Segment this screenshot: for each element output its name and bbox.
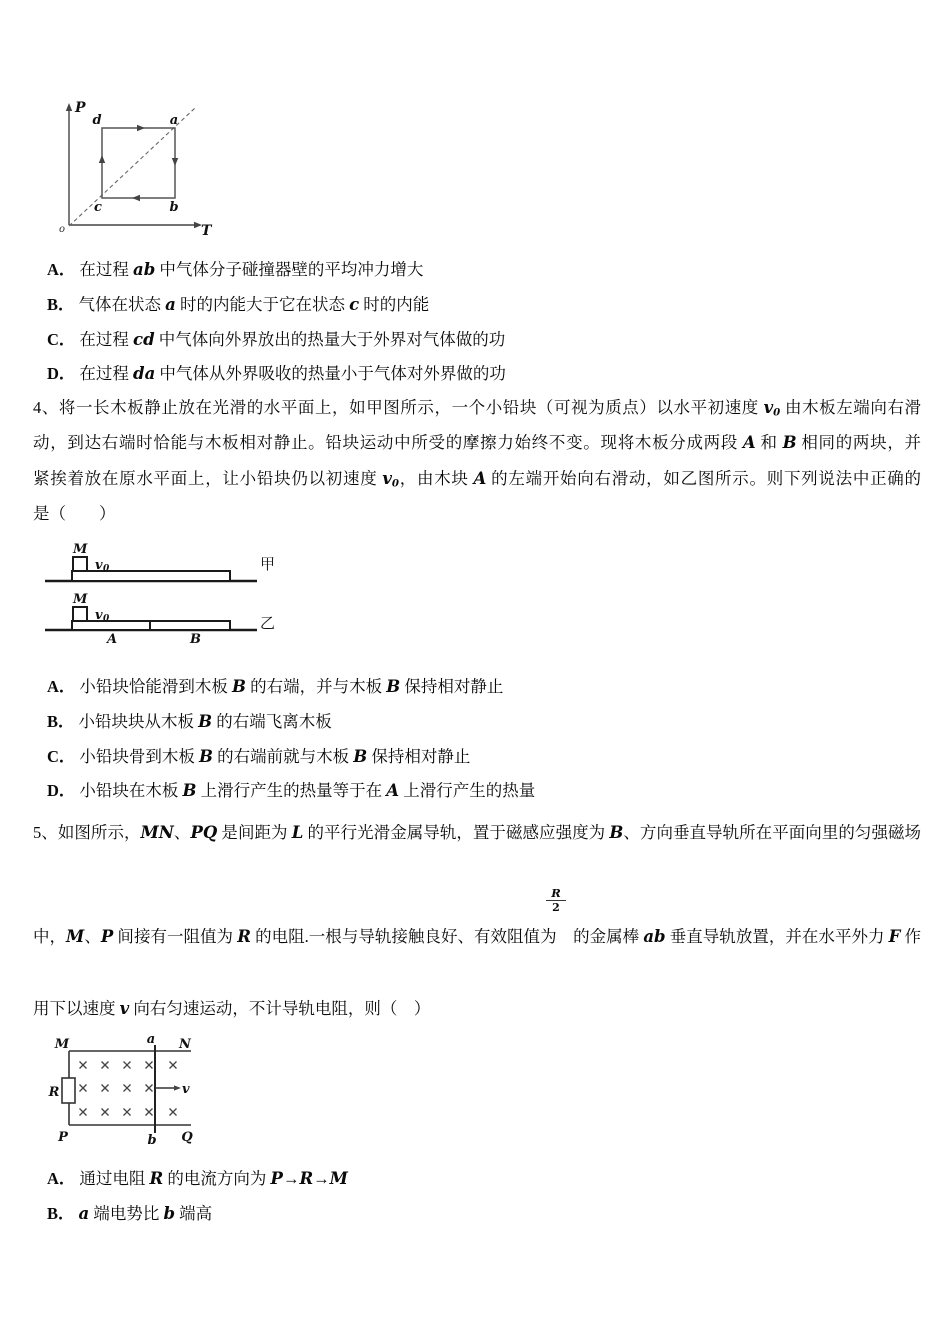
option-text: 气体在状态 a 时的内能大于它在状态 c 时的内能 [78,295,430,315]
label-a: a [146,1032,156,1047]
label-r: R [48,1085,60,1100]
q3-option-c [47,320,506,355]
label-b: b [147,1133,157,1148]
q5-option-b [47,1195,348,1230]
option-letter: D． [47,781,76,801]
point-c-label: c [94,200,102,215]
q3-option-b [47,286,506,321]
label-p: P [58,1130,68,1145]
plank-a-label: A [107,632,118,647]
q4-option-d [47,772,535,807]
q3-options [47,251,506,390]
option-text: 小铅块恰能滑到木板 B 的右端，并与木板 B 保持相对静止 [79,677,504,697]
fraction-r-over-2 [546,886,566,915]
v0-label: v [95,608,103,623]
option-text: 小铅块块从木板 B 的右端飞离木板 [78,712,332,732]
q4-line-4: 是（ ） [33,504,116,524]
plank-a [72,621,150,630]
option-text: a 端电势比 b 端高 [78,1204,213,1224]
option-letter: B． [47,295,75,315]
block-m-yi [73,607,87,621]
point-d-label: d [92,113,102,128]
option-letter: A． [47,1169,76,1189]
point-b-label: b [169,200,179,215]
option-letter: C． [47,746,76,766]
option-letter: C． [47,329,76,349]
option-text: 在过程 da 中气体从外界吸收的热量小于气体对外界做的功 [79,364,506,384]
q3-option-d [47,355,506,390]
cycle-square [102,128,175,198]
option-text: 小铅块骨到木板 B 的右端前就与木板 B 保持相对静止 [79,746,471,766]
option-letter: D． [47,364,76,384]
plank-diagram [45,538,280,646]
q4-stem [33,390,921,532]
option-letter: A． [47,677,76,697]
q5-options [47,1160,348,1229]
fraction-denominator: 2 [552,901,560,914]
option-text: 在过程 cd 中气体向外界放出的热量大于外界对气体做的功 [79,329,506,349]
resistor-r [62,1078,75,1103]
q4-options [47,668,535,807]
p-axis-arrowhead [66,103,72,111]
fig2-caption: 乙 [260,616,276,632]
q5-line-3: 用下以速度 v 向右匀速运动，不计导轨电阻，则（ ） [33,999,431,1018]
velocity-arrowhead [174,1085,181,1090]
rail-circuit-diagram [45,1032,213,1157]
p-axis-label: P [75,100,86,116]
option-text: 通过电阻 R 的电流方向为 P→R→M [79,1169,348,1189]
option-letter: A． [47,260,76,280]
option-text: 在过程 ab 中气体分子碰撞器壁的平均冲力增大 [79,260,424,280]
t-axis-label: T [201,223,212,239]
label-q: Q [181,1130,193,1145]
q5-line-2: 中，M、P 间接有一阻值为 R 的电阻.一根与导轨接触良好、有效阻值为 的金属棒 ab 垂直导轨放置，并在水平外力 F 作 [33,927,922,946]
origin-label: o [59,224,66,235]
q4-line-3: 紧挨着放在原水平面上，让小铅块仍以初速度 v0，由木块 A 的左端开始向右滑动，如乙图所示。则下列说法中正确的 [33,468,922,490]
option-letter: B． [47,1204,75,1224]
arrow-b-to-c [132,195,140,201]
q4-option-a [47,668,535,703]
v0-label: v [95,558,103,573]
option-text: 小铅块在木板 B 上滑行产生的热量等于在 A 上滑行产生的热量 [79,781,536,801]
arrow-a-to-b [172,158,178,166]
block-m-jia [73,557,87,571]
v0-subscript: 0 [103,564,110,574]
v0-subscript: 0 [103,614,110,624]
q4-line-1: 4、将一长木板静止放在光滑的水平面上，如甲图所示，一个小铅块（可视为质点）以水平初速度 v0 由木板左端向右滑 [33,398,922,419]
fig1-caption: 甲 [260,557,276,573]
block-m-label: M [73,592,88,607]
arrow-c-to-d [99,155,105,163]
block-m-label: M [73,542,88,557]
q4-line-2: 动，到达右端时恰能与木板相对静止。铅块运动中所受的摩擦力始终不变。现将木板分成两段 A 和 B 相同的两块，并 [33,433,922,453]
plank-b [150,621,230,630]
q5-option-a [47,1160,348,1195]
fraction-numerator: R [546,886,566,901]
pt-cycle-diagram [55,98,215,238]
label-n: N [179,1037,191,1052]
plank-b-label: B [190,632,201,647]
label-v: v [182,1082,190,1097]
label-m: M [54,1037,70,1052]
q4-option-c [47,737,535,772]
point-a-label: a [169,113,179,128]
q3-option-a [47,251,506,286]
q5-line-1: 5、如图所示，MN、PQ 是间距为 L 的平行光滑金属导轨，置于磁感应强度为 B、方向垂直导轨所在平面向里的匀强磁场 [33,823,922,842]
arrow-d-to-a [137,125,145,131]
option-letter: B． [47,712,75,732]
q4-option-b [47,703,535,738]
